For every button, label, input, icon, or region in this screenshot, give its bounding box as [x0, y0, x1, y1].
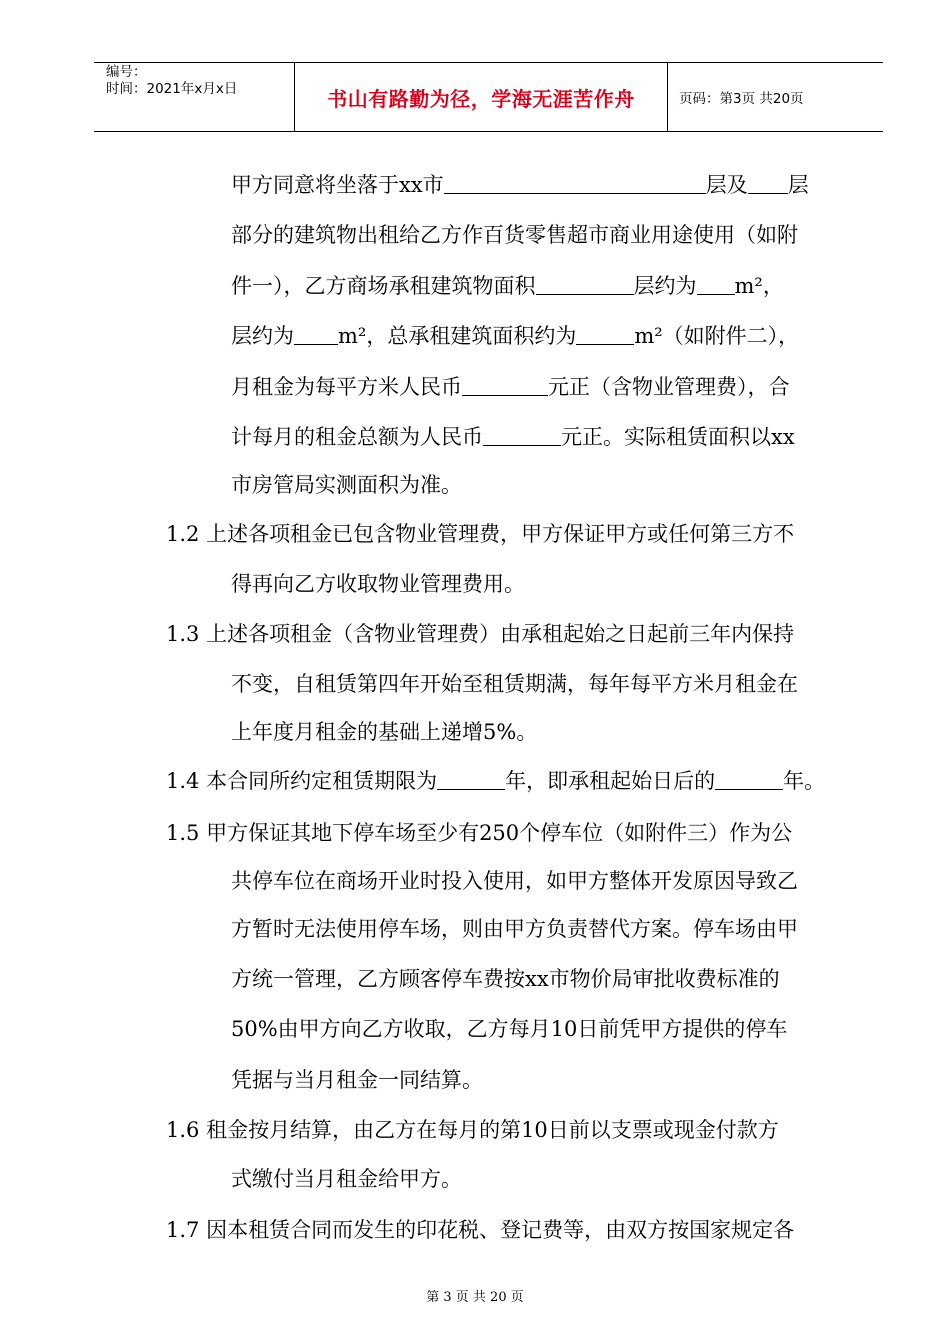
- page-footer: 第 3 页 共 20 页: [426, 1290, 524, 1305]
- clause-1-5-line-4: 方统一管理，乙方顾客停车费按xx市物价局审批收费标准的: [231, 967, 780, 991]
- fill-blank: [483, 425, 561, 446]
- clause-1-2-line-2: 得再向乙方收取物业管理费用。: [231, 572, 525, 596]
- clause-1-2-line-1: 1.2 上述各项租金已包含物业管理费，甲方保证甲方或任何第三方不: [166, 522, 795, 546]
- page-header: [94, 62, 883, 132]
- doc-code-label: 编号：: [106, 64, 147, 80]
- clause-1-5-line-3: 方暂时无法使用停车场，则由甲方负责替代方案。停车场由甲: [231, 917, 798, 941]
- fill-blank: [576, 324, 634, 345]
- paragraph-1-line-7: 市房管局实测面积为准。: [231, 473, 462, 497]
- clause-1-4-line-1: 1.4 本合同所约定租赁期限为 年，即承租起始日后的 年。: [166, 769, 826, 793]
- header-meta: [94, 63, 295, 131]
- clause-1-3-line-3: 上年度月租金的基础上递增5%。: [231, 720, 538, 744]
- paragraph-1-line-2: 部分的建筑物出租给乙方作百货零售超市商业用途使用（如附: [231, 223, 798, 247]
- fill-blank: [444, 173, 706, 194]
- clause-1-3-line-2: 不变，自租赁第四年开始至租赁期满，每年每平方米月租金在: [231, 672, 798, 696]
- clause-1-5-line-5: 50%由甲方向乙方收取，乙方每月10日前凭甲方提供的停车: [231, 1017, 788, 1041]
- clause-1-7-line-1: 1.7 因本租赁合同而发生的印花税、登记费等，由双方按国家规定各: [166, 1218, 795, 1242]
- clause-1-3-line-1: 1.3 上述各项租金（含物业管理费）由承租起始之日起前三年内保持: [166, 622, 795, 646]
- fill-blank: [697, 274, 735, 295]
- fill-blank: [294, 324, 338, 345]
- doc-time-label: 时间：2021年x月x日: [106, 81, 238, 97]
- clause-1-5-line-6: 凭据与当月租金一同结算。: [231, 1068, 483, 1092]
- header-motto: 书山有路勤为径，学海无涯苦作舟: [295, 63, 668, 131]
- paragraph-1-line-1: 甲方同意将坐落于xx市 层及 层: [231, 173, 809, 197]
- fill-blank: [437, 769, 505, 790]
- clause-1-5-line-1: 1.5 甲方保证其地下停车场至少有250个停车位（如附件三）作为公: [166, 821, 793, 845]
- paragraph-1-line-6: 计每月的租金总额为人民币 元正。实际租赁面积以xx: [231, 425, 795, 449]
- paragraph-1-line-3: 件一），乙方商场承租建筑物面积 层约为 m²，: [231, 274, 784, 298]
- fill-blank: [536, 274, 634, 295]
- fill-blank: [462, 375, 548, 396]
- clause-1-6-line-1: 1.6 租金按月结算，由乙方在每月的第10日前以支票或现金付款方: [166, 1118, 779, 1142]
- paragraph-1-line-4: 层约为 m²，总承租建筑面积约为 m²（如附件二），: [231, 324, 800, 348]
- header-page-info: 页码：第3页 共20页: [679, 91, 804, 107]
- clause-1-6-line-2: 式缴付当月租金给甲方。: [231, 1167, 462, 1191]
- fill-blank: [748, 173, 788, 194]
- clause-1-5-line-2: 共停车位在商场开业时投入使用，如甲方整体开发原因导致乙: [231, 869, 798, 893]
- fill-blank: [715, 769, 783, 790]
- paragraph-1-line-5: 月租金为每平方米人民币 元正（含物业管理费），合: [231, 375, 790, 399]
